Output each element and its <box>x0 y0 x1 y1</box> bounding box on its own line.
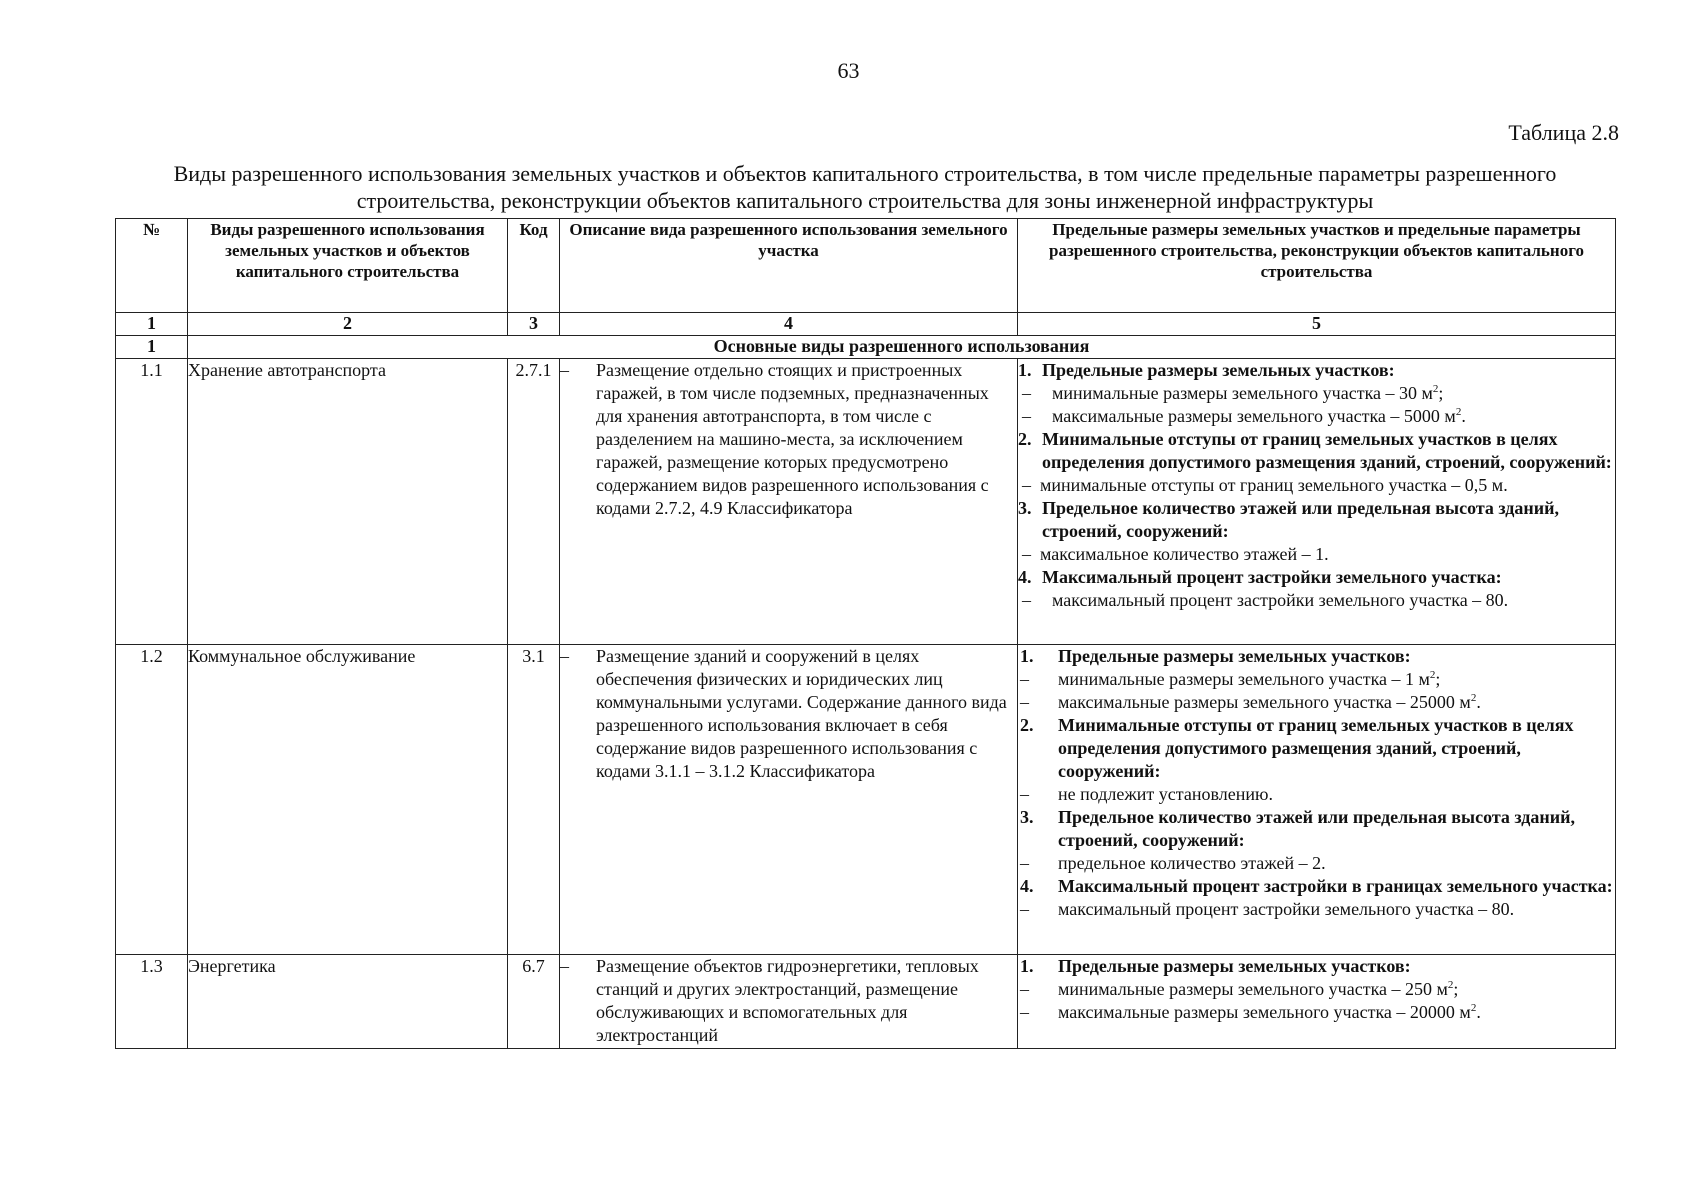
item-title: Максимальный процент застройки земельного участка: <box>1042 567 1502 587</box>
parameters-cell <box>1018 955 1616 1049</box>
use-description <box>560 645 1018 955</box>
param-value: минимальные размеры земельного участка – 250 $м^2$; <box>1058 979 1459 999</box>
dash-marker: – <box>1020 853 1029 873</box>
description-text: Размещение отдельно стоящих и пристроенных гаражей, в том числе подземных, предназначенных для хранения автотранспорта, в том числе с разделением на машино-места, за исключением гаражей, размещение которых предусмотрено содержанием видов разрешенного использования с кодами 2.7.2, 4.9 Классификатора <box>596 360 989 518</box>
use-type-name: Коммунальное обслуживание <box>188 645 508 955</box>
param-value: минимальные размеры земельного участка – 30 $м^2$; <box>1052 383 1444 403</box>
use-type-name: Энергетика <box>188 955 508 1049</box>
header-cell-parameters: Предельные размеры земельных участков и предельные параметры разрешенного строительства, реконструкции объектов капитального строительства <box>1018 219 1616 313</box>
use-code: 6.7 <box>508 955 560 1049</box>
header-row <box>116 219 1616 313</box>
section-number: 1 <box>116 336 188 359</box>
item-title: Предельное количество этажей или предельная высота зданий, строений, сооружений: <box>1058 807 1576 850</box>
header-cell-code: Код <box>508 219 560 313</box>
item-title: Предельное количество этажей или предельная высота зданий, строений, сооружений: <box>1042 498 1560 541</box>
item-number: 2. <box>1020 715 1034 735</box>
item-number: 1. <box>1020 956 1034 976</box>
item-number: 1. <box>1020 646 1034 666</box>
item-number: 1. <box>1018 360 1032 380</box>
param-value: максимальный процент застройки земельного участка – 80. <box>1052 590 1509 610</box>
header-cell-description: Описание вида разрешенного использования земельного участка <box>560 219 1018 313</box>
table-row <box>116 955 1616 1049</box>
item-title: Предельные размеры земельных участков: <box>1058 646 1411 666</box>
param-value: максимальный процент застройки земельного участка – 80. <box>1058 899 1515 919</box>
item-number: 3. <box>1020 807 1034 827</box>
dash-marker: – <box>1022 475 1031 495</box>
dash-marker: – <box>1022 544 1031 564</box>
header-cell-use-type: Виды разрешенного использования земельных участков и объектов капитального строительства <box>188 219 508 313</box>
param-value: максимальные размеры земельного участка – 5000 $м^2$. <box>1052 406 1466 426</box>
column-number: 3 <box>508 313 560 336</box>
dash-marker: – <box>1020 784 1029 804</box>
item-number: 3. <box>1018 498 1032 518</box>
dash-marker: – <box>560 646 569 666</box>
description-text: Размещение зданий и сооружений в целях обеспечения физических и юридических лиц коммунальными услугами. Содержание данного вида разрешенного использования включает в себя содержание видов разрешенного использования с кодами 3.1.1 – 3.1.2 Классификатора <box>596 646 1007 781</box>
row-number: 1.3 <box>116 955 188 1049</box>
use-code: 2.7.1 <box>508 359 560 645</box>
dash-marker: – <box>1020 669 1029 689</box>
row-number: 1.1 <box>116 359 188 645</box>
param-value: предельное количество этажей – 2. <box>1058 853 1326 873</box>
column-number: 4 <box>560 313 1018 336</box>
item-title: Предельные размеры земельных участков: <box>1042 360 1395 380</box>
item-title: Предельные размеры земельных участков: <box>1058 956 1411 976</box>
page-number: 63 <box>837 58 860 83</box>
item-title: Минимальные отступы от границ земельных участков в целях определения допустимого размещения зданий, строений, сооружений: <box>1042 429 1612 472</box>
item-title: Минимальные отступы от границ земельных участков в целях определения допустимого размещения зданий, строений, сооружений: <box>1058 715 1574 781</box>
parameters-cell <box>1018 359 1616 645</box>
column-number: 1 <box>116 313 188 336</box>
table-label: Таблица 2.8 <box>1508 120 1619 145</box>
param-value: не подлежит установлению. <box>1058 784 1273 804</box>
param-value: максимальные размеры земельного участка – 25000 $м^2$. <box>1058 692 1481 712</box>
section-row <box>116 336 1616 359</box>
param-value: максимальное количество этажей – 1. <box>1040 544 1329 564</box>
section-title: Основные виды разрешенного использования <box>188 336 1616 359</box>
item-number: 4. <box>1020 876 1034 896</box>
use-code: 3.1 <box>508 645 560 955</box>
column-number: 5 <box>1018 313 1616 336</box>
row-number: 1.2 <box>116 645 188 955</box>
item-title: Максимальный процент застройки в границах земельного участка: <box>1058 876 1613 896</box>
description-text: Размещение объектов гидроэнергетики, тепловых станций и других электростанций, размещение обслуживающих и вспомогательных для электростанций <box>596 956 979 1045</box>
dash-marker: – <box>1020 899 1029 919</box>
dash-marker: – <box>560 956 569 976</box>
dash-marker: – <box>1022 383 1031 403</box>
item-number: 2. <box>1018 429 1032 449</box>
header-cell-number: № <box>116 219 188 313</box>
dash-marker: – <box>1020 692 1029 712</box>
use-description <box>560 359 1018 645</box>
param-value: минимальные отступы от границ земельного участка – 0,5 м. <box>1040 475 1508 495</box>
dash-marker: – <box>560 360 569 380</box>
dash-marker: – <box>1022 590 1031 610</box>
table-row <box>116 359 1616 645</box>
param-value: минимальные размеры земельного участка – 1 $м^2$; <box>1058 669 1441 689</box>
dash-marker: – <box>1020 1002 1029 1022</box>
column-number-row <box>116 313 1616 336</box>
parameters-cell <box>1018 645 1616 955</box>
use-type-name: Хранение автотранспорта <box>188 359 508 645</box>
use-description <box>560 955 1018 1049</box>
item-number: 4. <box>1018 567 1032 587</box>
column-number: 2 <box>188 313 508 336</box>
document-title: Виды разрешенного использования земельных участков и объектов капитального строительства, в том числе предельные параметры разрешенного строительства, реконструкции объектов капитального строительства для зоны инженерной инфраструктуры <box>173 161 1557 213</box>
table-row <box>116 645 1616 955</box>
param-value: максимальные размеры земельного участка – 20000 $м^2$. <box>1058 1002 1481 1022</box>
land-use-table <box>115 218 1616 1049</box>
dash-marker: – <box>1020 979 1029 999</box>
dash-marker: – <box>1022 406 1031 426</box>
